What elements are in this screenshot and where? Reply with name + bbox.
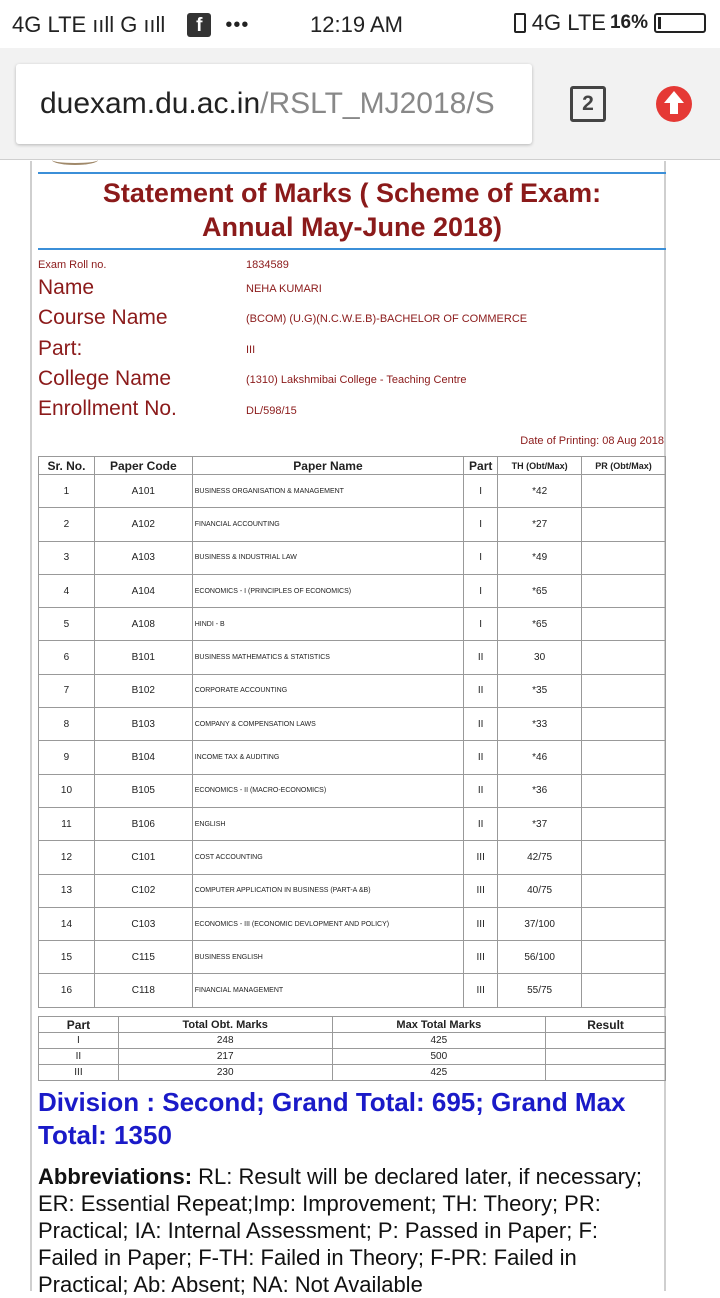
cell-theory: *49 [498,541,582,574]
update-arrow-icon[interactable] [656,86,692,122]
cell-theory: 40/75 [498,874,582,907]
summary-header-obtained: Total Obt. Marks [118,1017,332,1033]
summary-row [39,1033,666,1049]
cell-sr-no: 9 [39,741,95,774]
browser-toolbar [0,48,720,160]
part-value: III [246,344,256,356]
tab-switcher-button[interactable]: 2 [570,86,606,122]
cell-sr-no: 13 [39,874,95,907]
university-seal-icon [52,155,98,165]
summary-cell-part: II [39,1049,119,1065]
summary-cell-max: 425 [332,1065,546,1081]
cell-sr-no: 8 [39,708,95,741]
cell-part: II [464,741,498,774]
summary-header-max: Max Total Marks [332,1017,546,1033]
table-row [39,574,666,607]
course-value: (BCOM) (U.G)(N.C.W.E.B)-BACHELOR OF COMMERCE [246,313,528,325]
table-row [39,941,666,974]
cell-practical [582,541,666,574]
cell-practical [582,574,666,607]
cell-theory: *37 [498,807,582,840]
cell-paper-code: A103 [94,541,192,574]
url-domain: duexam.du.ac.in [40,87,261,120]
vibrate-icon [514,13,526,33]
cell-part: I [464,608,498,641]
part-label: Part: [38,337,83,360]
cell-paper-code: C102 [94,874,192,907]
cell-sr-no: 2 [39,508,95,541]
cell-paper-code: B103 [94,708,192,741]
name-label: Name [38,276,95,299]
cell-part: II [464,674,498,707]
title-line-1: Statement of Marks ( Scheme of Exam: [102,178,602,208]
url-path: /RSLT_MJ2018/S [260,87,495,120]
header-paper-name: Paper Name [192,457,463,475]
summary-cell-result [546,1065,666,1081]
cell-part: II [464,774,498,807]
cell-paper-code: B106 [94,807,192,840]
network-label-1: 4G LTE [12,12,87,37]
cell-theory: *33 [498,708,582,741]
cell-paper-name: BUSINESS MATHEMATICS & STATISTICS [192,641,463,674]
status-bar [0,0,720,48]
cell-sr-no: 14 [39,907,95,940]
facebook-notification-icon: f [187,13,211,37]
cell-part: I [464,508,498,541]
cell-theory: 42/75 [498,841,582,874]
header-theory: TH (Obt/Max) [498,457,582,475]
cell-sr-no: 16 [39,974,95,1007]
table-row [39,641,666,674]
top-divider [38,172,666,174]
cell-theory: *36 [498,774,582,807]
cell-part: I [464,541,498,574]
cell-sr-no: 7 [39,674,95,707]
cell-sr-no: 5 [39,608,95,641]
table-row [39,907,666,940]
cell-practical [582,774,666,807]
cell-theory: *35 [498,674,582,707]
cell-part: I [464,475,498,508]
cell-paper-name: COST ACCOUNTING [192,841,463,874]
cell-paper-code: B101 [94,641,192,674]
table-row [39,541,666,574]
marks-table [38,456,666,1008]
table-row [39,674,666,707]
header-sr-no: Sr. No. [39,457,95,475]
cell-paper-name: BUSINESS & INDUSTRIAL LAW [192,541,463,574]
cell-paper-code: A101 [94,475,192,508]
division-summary: Division : Second; Grand Total: 695; Grand Max Total: 1350 [38,1087,626,1150]
table-row [39,741,666,774]
cell-paper-name: ECONOMICS - III (ECONOMIC DEVLOPMENT AND POLICY) [192,907,463,940]
cell-practical [582,475,666,508]
college-label: College Name [38,367,172,390]
cell-paper-code: A104 [94,574,192,607]
cell-paper-name: ECONOMICS - I (PRINCIPLES OF ECONOMICS) [192,574,463,607]
cell-practical [582,907,666,940]
cell-practical [582,608,666,641]
cell-paper-name: FINANCIAL MANAGEMENT [192,974,463,1007]
network-label-2: G [120,12,138,37]
cell-paper-name: ECONOMICS - II (MACRO-ECONOMICS) [192,774,463,807]
cell-paper-name: BUSINESS ORGANISATION & MANAGEMENT [192,475,463,508]
summary-header-part: Part [39,1017,119,1033]
table-row [39,774,666,807]
table-row [39,608,666,641]
cell-practical [582,974,666,1007]
title-divider [38,248,666,250]
table-row [39,807,666,840]
table-row [39,874,666,907]
signal-icon: ııll [92,12,115,37]
title-line-2: Annual May-June 2018) [201,212,503,242]
cell-sr-no: 1 [39,475,95,508]
enrollment-label: Enrollment No. [38,397,177,420]
cell-paper-name: COMPUTER APPLICATION IN BUSINESS (PART-A &B) [192,874,463,907]
cell-part: III [464,941,498,974]
cell-paper-name: COMPANY & COMPENSATION LAWS [192,708,463,741]
network-label-3: 4G LTE [531,10,606,35]
cell-part: II [464,641,498,674]
cell-practical [582,841,666,874]
summary-cell-result [546,1049,666,1065]
cell-practical [582,674,666,707]
cell-theory: 37/100 [498,907,582,940]
battery-icon [654,13,706,33]
table-row [39,475,666,508]
abbreviations [38,1163,664,1298]
header-practical: PR (Obt/Max) [582,457,666,475]
cell-paper-name: BUSINESS ENGLISH [192,941,463,974]
abbreviations-text: RL: Result will be declared later, if necessary; ER: Essential Repeat;Imp: Improvement; TH: Theory; PR: Practical; IA: Internal Assessment; P: Passed in Paper; F: Failed in Paper; F-TH: Failed in Theory; F-PR: Failed in Practical; Ab: Absent; NA: Not Available [38,1164,643,1297]
table-row [39,974,666,1007]
header-paper-code: Paper Code [94,457,192,475]
cell-practical [582,708,666,741]
cell-theory: *65 [498,574,582,607]
cell-practical [582,641,666,674]
course-label: Course Name [38,306,168,329]
summary-header-row [39,1017,666,1033]
cell-paper-code: C103 [94,907,192,940]
cell-theory: 56/100 [498,941,582,974]
cell-paper-name: INCOME TAX & AUDITING [192,741,463,774]
address-bar[interactable] [16,64,532,144]
roll-value: 1834589 [246,259,289,271]
summary-cell-max: 500 [332,1049,546,1065]
college-value: (1310) Lakshmibai College - Teaching Centre [246,374,467,386]
cell-practical [582,807,666,840]
page-content [0,161,720,1297]
cell-theory: 55/75 [498,974,582,1007]
cell-practical [582,741,666,774]
cell-paper-code: B105 [94,774,192,807]
print-date: Date of Printing: 08 Aug 2018 [520,435,664,447]
summary-cell-obtained: 217 [118,1049,332,1065]
name-value: NEHA KUMARI [246,283,322,295]
cell-theory: *46 [498,741,582,774]
cell-theory: *65 [498,608,582,641]
table-row [39,841,666,874]
cell-paper-name: ENGLISH [192,807,463,840]
cell-practical [582,508,666,541]
summary-cell-result [546,1033,666,1049]
cell-practical [582,941,666,974]
cell-part: III [464,874,498,907]
marks-header-row [39,457,666,475]
summary-cell-part: III [39,1065,119,1081]
cell-paper-code: A102 [94,508,192,541]
enrollment-value: DL/598/15 [246,405,297,417]
cell-sr-no: 11 [39,807,95,840]
cell-part: II [464,708,498,741]
signal-icon-2: ııll [143,12,166,37]
summary-table [38,1016,666,1081]
cell-paper-code: C118 [94,974,192,1007]
cell-sr-no: 12 [39,841,95,874]
cell-sr-no: 10 [39,774,95,807]
cell-theory: 30 [498,641,582,674]
status-time: 12:19 AM [310,12,403,37]
cell-theory: *42 [498,475,582,508]
roll-label: Exam Roll no. [38,259,107,271]
summary-header-result: Result [546,1017,666,1033]
cell-paper-code: B104 [94,741,192,774]
summary-cell-obtained: 230 [118,1065,332,1081]
cell-part: III [464,974,498,1007]
cell-sr-no: 6 [39,641,95,674]
summary-row [39,1065,666,1081]
summary-cell-part: I [39,1033,119,1049]
cell-paper-code: C101 [94,841,192,874]
summary-row [39,1049,666,1065]
cell-practical [582,874,666,907]
abbreviations-label: Abbreviations: [38,1164,193,1189]
cell-paper-name: FINANCIAL ACCOUNTING [192,508,463,541]
cell-paper-name: CORPORATE ACCOUNTING [192,674,463,707]
page-title [40,176,664,244]
more-notifications-icon: ••• [225,13,250,36]
cell-sr-no: 3 [39,541,95,574]
cell-paper-code: A108 [94,608,192,641]
cell-theory: *27 [498,508,582,541]
summary-cell-obtained: 248 [118,1033,332,1049]
cell-sr-no: 4 [39,574,95,607]
cell-sr-no: 15 [39,941,95,974]
battery-percent: 16% [609,12,648,33]
cell-paper-code: B102 [94,674,192,707]
header-part: Part [464,457,498,475]
cell-part: II [464,807,498,840]
table-row [39,708,666,741]
cell-paper-name: HINDI - B [192,608,463,641]
table-row [39,508,666,541]
cell-paper-code: C115 [94,941,192,974]
cell-part: III [464,841,498,874]
cell-part: I [464,574,498,607]
cell-part: III [464,907,498,940]
summary-cell-max: 425 [332,1033,546,1049]
